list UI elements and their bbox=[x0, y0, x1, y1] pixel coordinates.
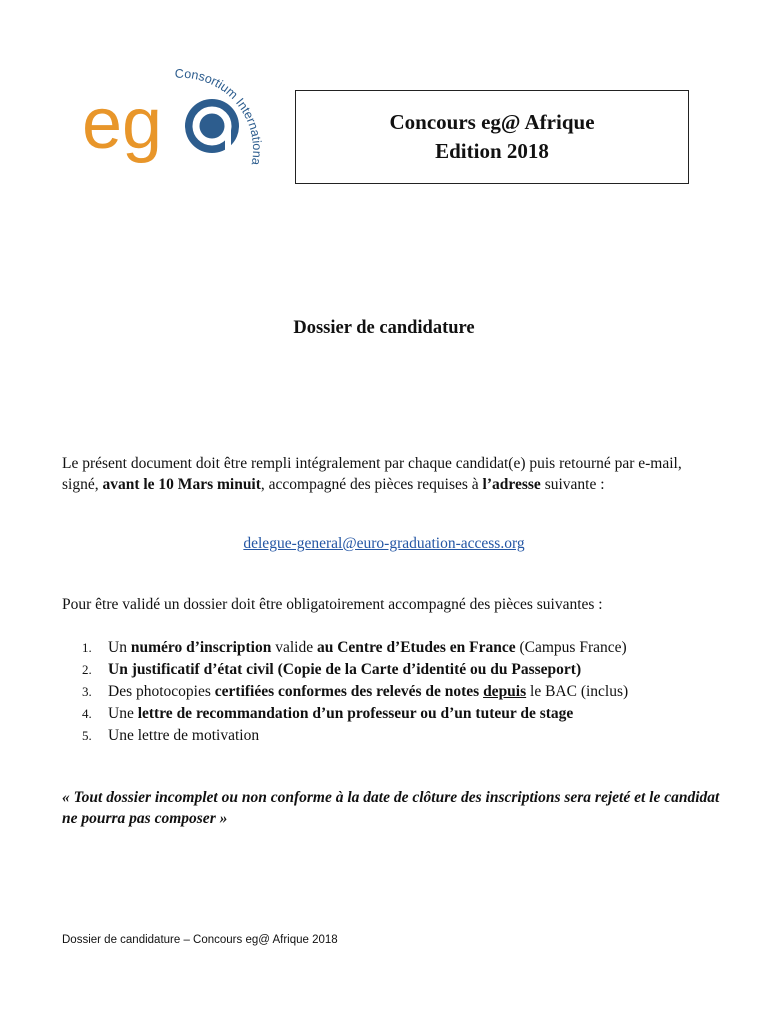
list-text: le BAC (inclus) bbox=[526, 683, 629, 700]
logo-arc-text: Consortium Internationa bbox=[174, 66, 265, 167]
intro-deadline: avant le 10 Mars minuit bbox=[102, 476, 261, 493]
title-box bbox=[295, 90, 689, 184]
list-number: 4. bbox=[82, 706, 92, 721]
warning-quote: « Tout dossier incomplet ou non conforme à la date de clôture des inscriptions sera rejeté et le candidat ne pourra pas composer » bbox=[62, 789, 720, 827]
list-underlined-text: depuis bbox=[483, 683, 527, 700]
list-number: 3. bbox=[82, 684, 92, 699]
page-footer: Dossier de candidature – Concours eg@ Afrique 2018 bbox=[62, 934, 338, 946]
list-number: 5. bbox=[82, 728, 92, 743]
pieces-intro: Pour être validé un dossier doit être obligatoirement accompagné des pièces suivantes : bbox=[62, 596, 603, 613]
list-text: (Campus France) bbox=[515, 639, 627, 656]
title-line-2: Edition 2018 bbox=[435, 139, 549, 163]
ega-logo bbox=[80, 60, 270, 180]
list-number: 2. bbox=[82, 662, 92, 677]
list-text: valide bbox=[271, 639, 317, 656]
title-line-1: Concours eg@ Afrique bbox=[389, 110, 595, 134]
list-text: Une lettre de motivation bbox=[108, 727, 260, 744]
list-bold-text: lettre de recommandation d’un professeur ou d’un tuteur de stage bbox=[137, 705, 574, 722]
intro-text-2: , accompagné des pièces requises à bbox=[260, 476, 483, 493]
intro-text-1: Le présent document doit être rempli intégralement par chaque candidat(e) puis retourné par e-mail, signé, bbox=[62, 455, 682, 493]
list-bold-text: Un justificatif d’état civil (Copie de la Carte d’identité ou du Passeport) bbox=[108, 661, 582, 678]
intro-text-3: suivante : bbox=[540, 476, 605, 493]
list-item bbox=[62, 659, 742, 681]
intro-paragraph bbox=[62, 453, 712, 495]
list-item bbox=[62, 681, 742, 703]
list-item bbox=[62, 725, 742, 747]
logo-letters: eg bbox=[82, 84, 163, 164]
list-bold-text: au Centre d’Etudes en France bbox=[316, 639, 516, 656]
list-bold-text: certifiées conformes des relevés de notes bbox=[214, 683, 484, 700]
intro-address-word: l’adresse bbox=[482, 476, 541, 493]
list-text: Des photocopies bbox=[108, 683, 215, 700]
list-text: Un bbox=[108, 639, 131, 656]
document-heading: Dossier de candidature bbox=[293, 318, 475, 338]
list-bold-text: numéro d’inscription bbox=[130, 639, 272, 656]
list-item bbox=[62, 703, 742, 725]
list-item bbox=[62, 637, 742, 659]
list-text: Une bbox=[108, 705, 138, 722]
list-number: 1. bbox=[82, 640, 92, 655]
requirements-list bbox=[62, 637, 742, 747]
email-link[interactable]: delegue-general@euro-graduation-access.org bbox=[243, 535, 525, 552]
